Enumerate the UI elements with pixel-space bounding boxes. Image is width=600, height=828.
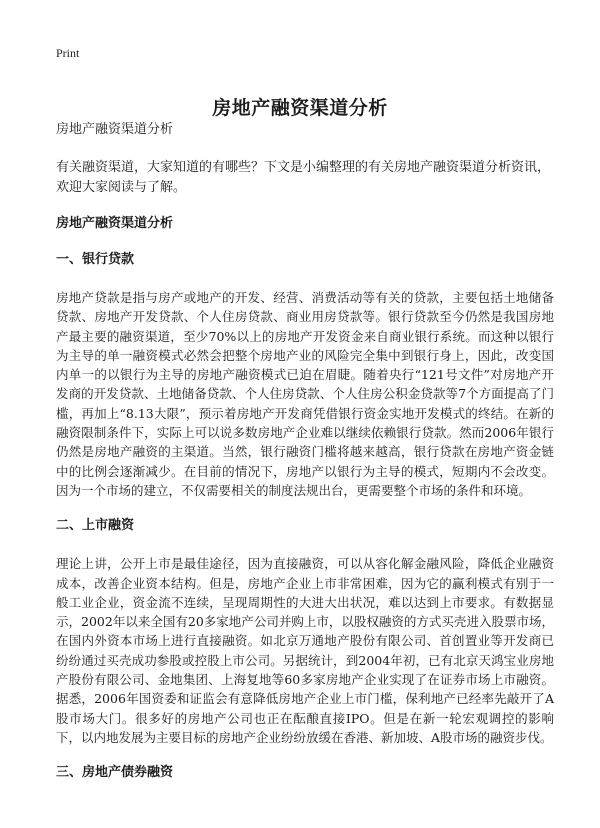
section-body-bank-loans: 房地产贷款是指与房产或地产的开发、经营、消费活动等有关的贷款，主要包括土地储备贷款、房地产开发贷款、个人住房贷款、商业用房贷款等。银行贷款至今仍然是我国房地产最主要的融资渠道，至少70%以上的房地产开发资金来自商业银行系统。而这种以银行为主导的单一融资模式必然会把整个房地产业的风险完全集中到银行身上，因此，改变国内单一的以银行为主导的房地产融资模式已迫在眉睫。随着央行“121号文件”对房地产开发商的开发贷款、土地储备贷款、个人住房贷款、个人住房公积金贷款等7个方面提高了门槛，再加上“8.13大限”，预示着房地产开发商凭借银行资金实地开发模式的终结。在新的融资限制条件下，实际上可以说多数房地产企业难以继续依赖银行贷款。然而2006年银行仍然是房地产融资的主渠道。当然，银行融资门槛将越来越高，银行贷款在房地产资金链中的比例会逐渐减少。在目前的情况下，房地产以银行为主导的模式，短期内不会改变。因为一个市场的建立，不仅需要相关的制度法规出台，更需要整个市场的条件和环境。 (56, 290, 554, 498)
intro-paragraph: 有关融资渠道，大家知道的有哪些？下文是小编整理的有关房地产融资渠道分析资讯，欢迎大家阅读与了解。 (56, 160, 551, 195)
page-title: 房地产融资渠道分析 (212, 96, 388, 119)
section-heading-listing: 二、上市融资 (56, 518, 135, 534)
main-section-heading: 房地产融资渠道分析 (56, 216, 174, 231)
section-heading-bank-loans: 一、银行贷款 (56, 252, 135, 267)
section-heading-bonds: 三、房地产债券融资 (56, 765, 174, 781)
article-content (56, 120, 554, 783)
section-body-listing: 理论上讲，公开上市是最佳途径，因为直接融资，可以从容化解金融风险，降低企业融资成本，改善企业资本结构。但是，房地产企业上市非常困难，因为它的赢利模式有别于一般工业企业，资金流不连续，呈现周期性的大进大出状况，难以达到上市要求。有数据显示，2002年以来全国有20多家地产公司并购上市，以股权融资的方式买壳进入股票市场，在国内外资本市场上进行直接融资。如北京万通地产股份有限公司、首创置业等开发商已纷纷通过买壳成功参股或控股上市公司。另据统计，到2004年初，已有北京天鸿宝业房地产股份有限公司、金地集团、上海复地等60多家房地产企业实现了在证券市场上市融资。据悉，2006年国资委和证监会有意降低房地产企业上市门槛，保利地产已经率先敲开了A股市场大门。很多好的房地产公司也正在酝酿直接IPO。但是在新一轮宏观调控的影响下，以内地发展为主要目标的房地产企业纷纷放缓在香港、新加坡、A股市场的融资步伐。 (56, 556, 554, 745)
print-link[interactable]: Print (56, 46, 80, 60)
article-subtitle: 房地产融资渠道分析 (56, 122, 174, 137)
